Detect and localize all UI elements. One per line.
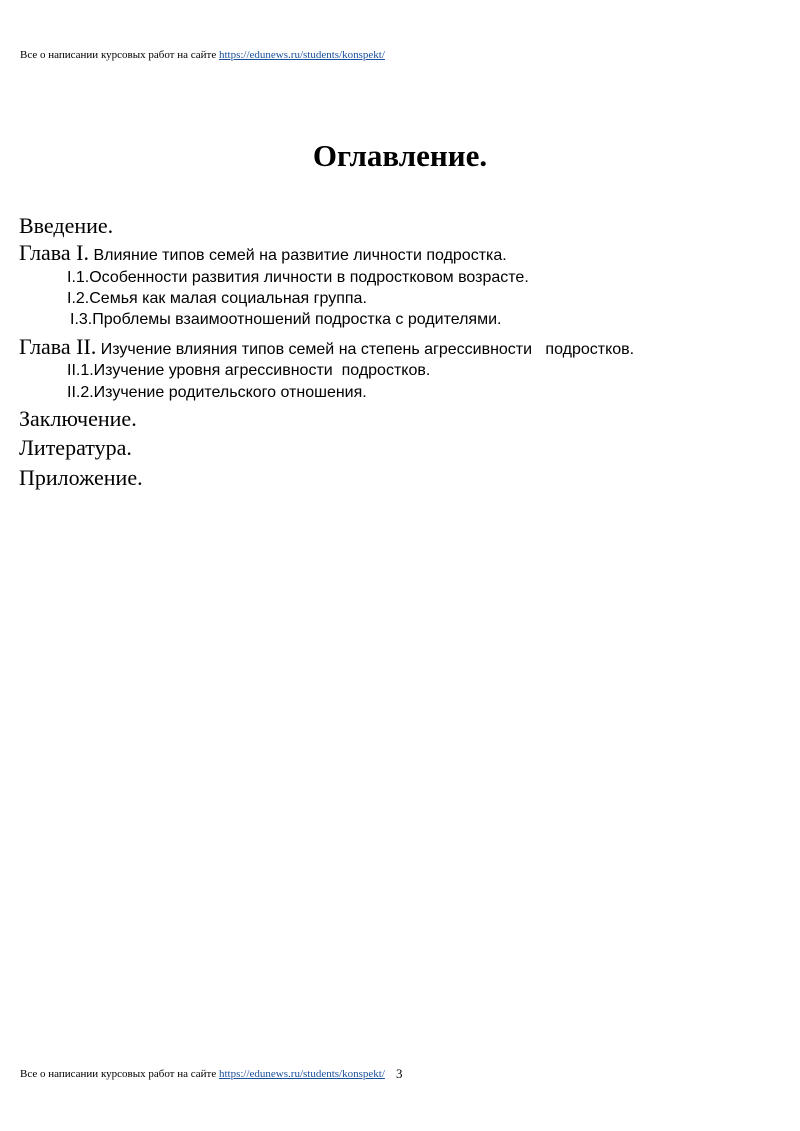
table-of-contents (19, 213, 779, 490)
header-text: Все о написании курсовых работ на сайте (20, 49, 219, 61)
toc-section-1-1[interactable]: I.1.Особенности развития личности в подростковом возрасте. (67, 268, 529, 286)
toc-chapter-1[interactable] (19, 240, 779, 265)
toc-conclusion[interactable]: Заключение. (19, 406, 137, 432)
toc-section-2-2[interactable]: II.2.Изучение родительского отношения. (67, 383, 367, 401)
document-title: Оглавление. (312, 138, 488, 173)
toc-chapter-2[interactable] (19, 334, 779, 359)
page-header (20, 49, 385, 61)
toc-chapter-2-label: Глава II. (19, 333, 97, 359)
page-footer (20, 1068, 385, 1080)
footer-text: Все о написании курсовых работ на сайте (20, 1068, 219, 1080)
toc-chapter-1-title: Влияние типов семей на развитие личности подростка. (89, 247, 507, 265)
toc-section-1-2[interactable]: I.2.Семья как малая социальная группа. (67, 290, 367, 308)
footer-link[interactable]: https://edunews.ru/students/konspekt/ (218, 1068, 385, 1080)
toc-appendix[interactable]: Приложение. (19, 464, 143, 490)
toc-literature[interactable]: Литература. (19, 435, 132, 461)
toc-section-2-1[interactable]: II.1.Изучение уровня агрессивности подростков. (67, 362, 431, 380)
toc-chapter-1-label: Глава I. (19, 240, 89, 266)
page-number: 3 (396, 1066, 403, 1081)
toc-section-1-3[interactable]: I.3.Проблемы взаимоотношений подростка с родителями. (70, 311, 502, 329)
header-link[interactable]: https://edunews.ru/students/konspekt/ (218, 49, 385, 61)
toc-chapter-2-title: Изучение влияния типов семей на степень агрессивности подростков. (96, 340, 635, 358)
toc-intro[interactable]: Введение. (19, 213, 114, 238)
